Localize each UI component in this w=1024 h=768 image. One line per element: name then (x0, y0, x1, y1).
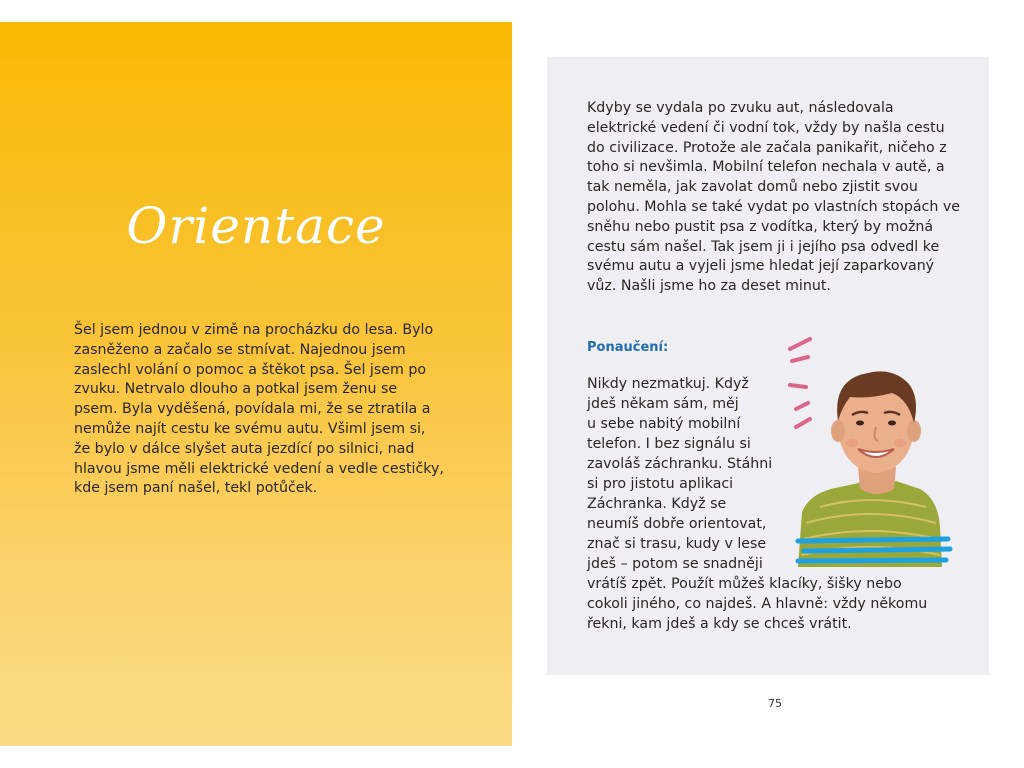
right-panel (547, 57, 989, 675)
lesson-line: cokoli jiného, co najdeš. A hlavně: vždy někomu (587, 596, 928, 612)
lesson-line: řekni, kam jdeš a kdy se chceš vrátit. (587, 616, 852, 632)
lesson-line: Nikdy nezmatkuj. Když (587, 376, 749, 392)
lesson-line: jdeš – potom se snadněji (587, 556, 763, 572)
story-paragraph: Šel jsem jednou v zimě na procházku do lesa. Bylo zasněženo a začalo se stmívat. Najednou jsem zaslechl volání o pomoc a štěkot psa. Šel jsem po zvuku. Netrvalo dlouho a potkal jsem ženu se psem. Byla vyděšená, povídala mi, že se ztratila a nemůže najít cestu ke svému autu. Všiml jsem si, že bylo v dálce slyšet auta jezdící po silnici, nad hlavou jsme měli elektrické vedení a vedle cestičky, kde jsem paní našel, tekl potůček. (74, 322, 444, 497)
lesson-line: vrátíš zpět. Použít můžeš klacíky, šišky nebo (587, 576, 902, 592)
lesson-heading: Ponaučení: (587, 340, 669, 355)
smiling-boy-illustration (780, 327, 960, 567)
lesson-line: neumíš dobře orientovat, (587, 516, 767, 532)
page-number: 75 (768, 697, 782, 710)
lesson-line: znač si trasu, kudy v lese (587, 536, 767, 552)
left-page (0, 22, 512, 746)
lesson-line: si pro jistotu aplikaci (587, 476, 734, 492)
lesson-line: telefon. I bez signálu si (587, 436, 751, 452)
lesson-line: zavoláš záchranku. Stáhni (587, 456, 773, 472)
pink-accent-marks (790, 339, 810, 427)
chapter-title: Orientace (126, 197, 386, 255)
lesson-line: u sebe nabitý mobilní (587, 416, 741, 432)
story-continuation: Kdyby se vydala po zvuku aut, následovala elektrické vedení či vodní tok, vždy by našla cestu do civilizace. Protože ale začala panikařit, ničeho z toho si nevšimla. Mobilní telefon nechala v autě, a tak neměla, jak zavolat domů nebo zjistit svou polohu. Mohla se také vydat po vlastních stopách ve sněhu nebo pustit psa z vodítka, který by možná cestu sám našel. Tak jsem ji i jejího psa odvedl ke svému autu a vyjeli jsme hledat její zaparkovaný vůz. Našli jsme ho za deset minut. (587, 100, 960, 295)
lesson-line: Záchranka. Když se (587, 496, 727, 512)
lesson-line: jdeš někam sám, měj (587, 396, 739, 412)
